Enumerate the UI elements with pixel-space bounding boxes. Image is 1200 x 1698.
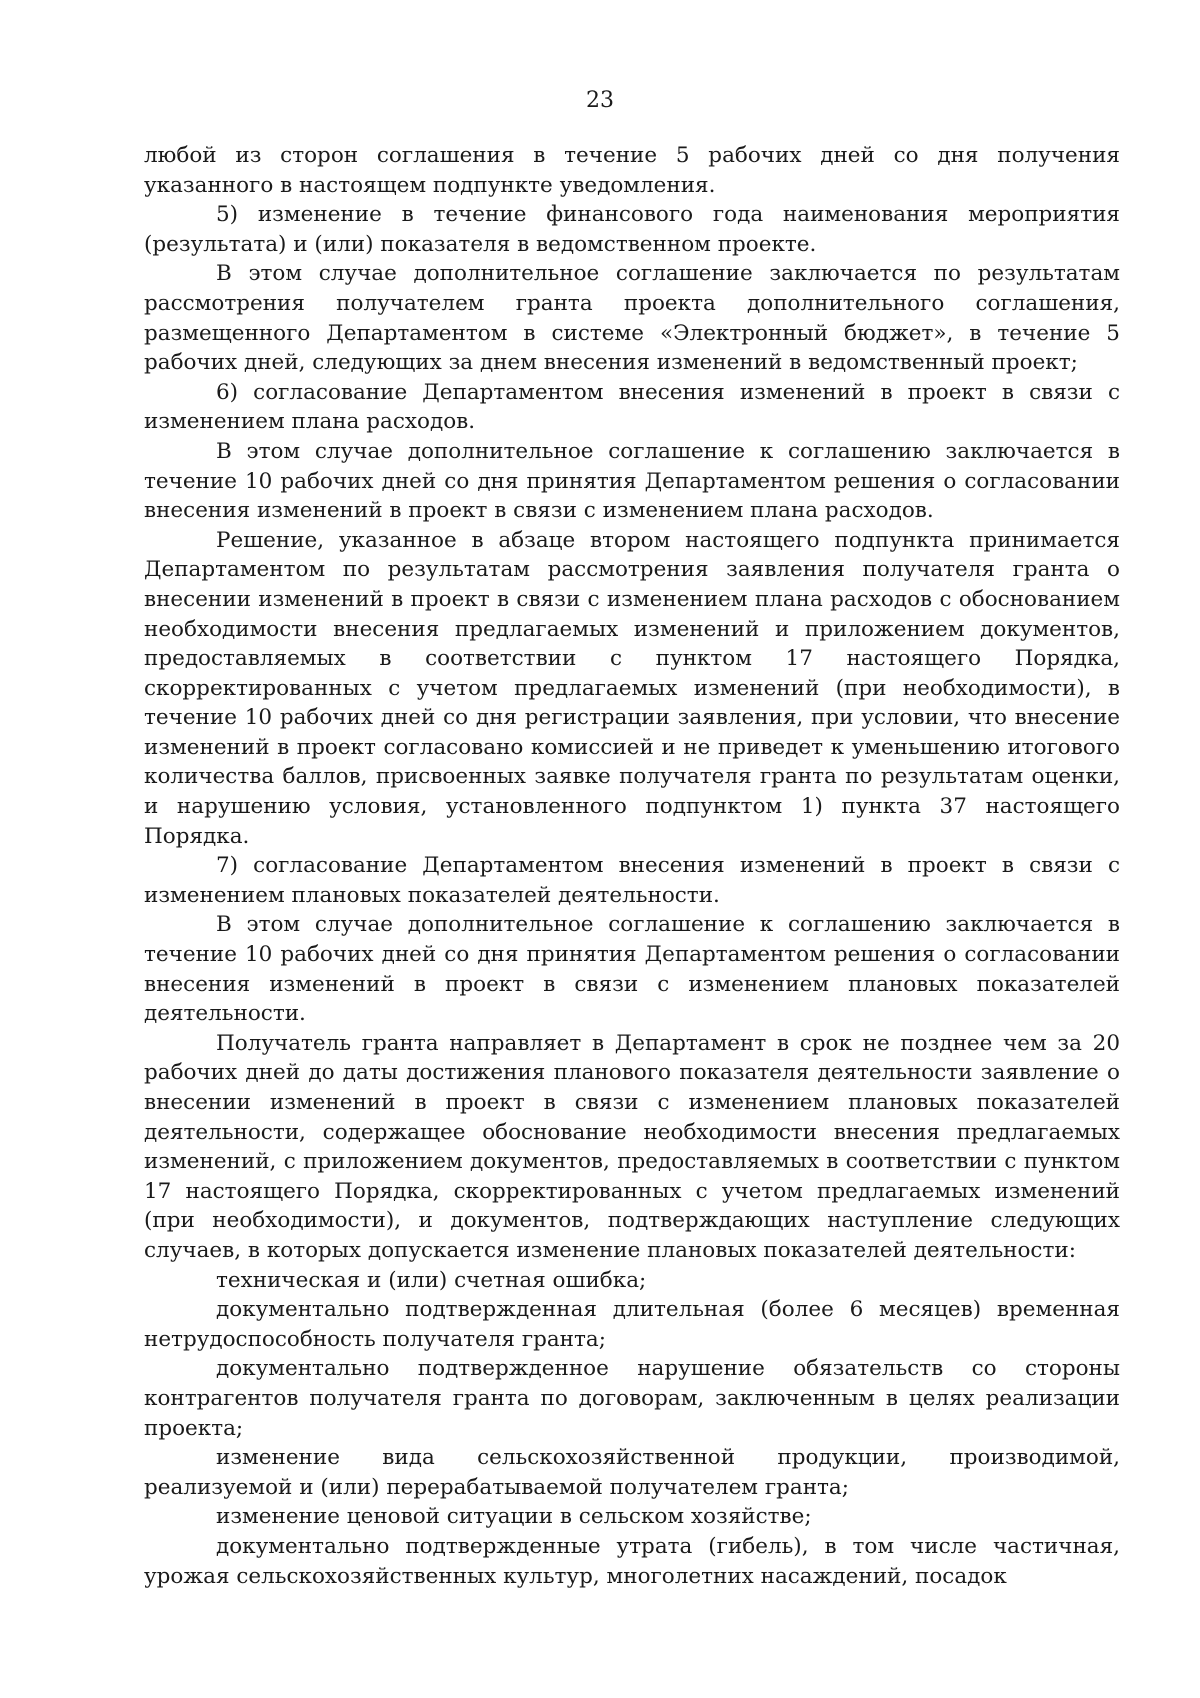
paragraph-continuation: любой из сторон соглашения в течение 5 рабочих дней со дня получения указанного в настоящем подпункте уведомления. [144,143,1120,198]
list-item: документально подтвержденная длительная (более 6 месяцев) временная нетрудоспособность получателя гранта; [144,1297,1120,1352]
page-number: 23 [586,88,614,113]
list-item: документально подтвержденное нарушение обязательств со стороны контрагентов получателя гранта по договорам, заключенным в целях реализации проекта; [144,1356,1120,1441]
paragraph: В этом случае дополнительное соглашение к соглашению заключается в течение 10 рабочих дней со дня принятия Департаментом решения о согласовании внесения изменений в проект в связи с изменением плановых показателей деятельности. [144,912,1120,1027]
paragraph-item-6: 6) согласование Департаментом внесения изменений в проект в связи с изменением плана расходов. [144,379,1120,435]
paragraph: Получатель гранта направляет в Департамент в срок не позднее чем за 20 рабочих дней до даты достижения планового показателя деятельности заявление о внесении изменений в проект в связи с изменением плановых показателей деятельности, содержащее обоснование необходимости внесения предлагаемых изменений, с приложением документов, предоставляемых в соответствии с пунктом 17 настоящего Порядка, скорректированных с учетом предлагаемых изменений (при необходимости), и документов, подтверждающих наступление следующих случаев, в которых допускается изменение плановых показателей деятельности: [144,1030,1120,1263]
paragraph: В этом случае дополнительное соглашение заключается по результатам рассмотрения получателем гранта проекта дополнительного соглашения, размещенного Департаментом в системе «Электронный бюджет», в течение 5 рабочих дней, следующих за днем внесения изменений в ведомственный проект; [144,261,1120,376]
paragraph-item-5: 5) изменение в течение финансового года наименования мероприятия (результата) и (или) показателя в ведомственном проекте. [144,202,1120,257]
paragraph: В этом случае дополнительное соглашение к соглашению заключается в течение 10 рабочих дней со дня принятия Департаментом решения о согласовании внесения изменений в проект в связи с изменением плана расходов. [144,438,1120,524]
document-body [144,141,1120,1591]
list-item: техническая и (или) счетная ошибка; [216,1267,647,1293]
paragraph-item-7: 7) согласование Департаментом внесения изменений в проект в связи с изменением плановых показателей деятельности. [144,853,1120,908]
list-item: изменение ценовой ситуации в сельском хозяйстве; [216,1504,812,1530]
list-item: документально подтвержденные утрата (гибель), в том числе частичная, урожая сельскохозяйственных культур, многолетних насаждений, посадок [144,1533,1120,1589]
paragraph: Решение, указанное в абзаце втором настоящего подпункта принимается Департаментом по результатам рассмотрения заявления получателя гранта о внесении изменений в проект в связи с изменением плана расходов с обоснованием необходимости внесения предлагаемых изменений и приложением документов, предоставляемых в соответствии с пунктом 17 настоящего Порядка, скорректированных с учетом предлагаемых изменений (при необходимости), в течение 10 рабочих дней со дня регистрации заявления, при условии, что внесение изменений в проект согласовано комиссией и не приведет к уменьшению итогового количества баллов, присвоенных заявке получателя гранта по результатам оценки, и нарушению условия, установленного подпунктом 1) пункта 37 настоящего Порядка. [144,527,1120,849]
list-item: изменение вида сельскохозяйственной продукции, производимой, реализуемой и (или) перерабатываемой получателем гранта; [144,1445,1120,1500]
